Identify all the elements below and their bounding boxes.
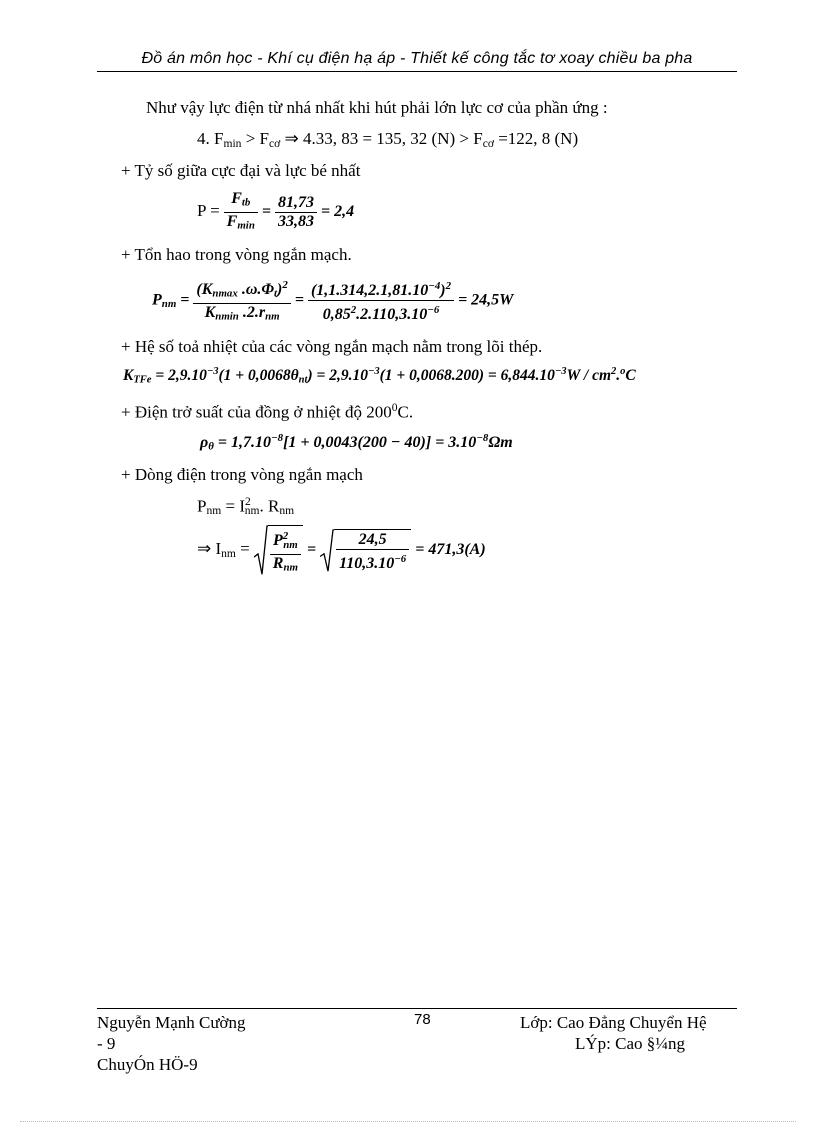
footer-class: Lớp: Cao Đẳng Chuyển Hệ (520, 1013, 707, 1032)
text-line-6: + Điện trở suất của đồng ở nhiệt độ $200^0C$. (121, 401, 414, 422)
equation-p-ratio: P = $\frac{F_{tb}}{F_{min}}$ = $\frac{81,73}{33,83}$ = 2,4 (197, 190, 355, 232)
sqrt-icon (254, 525, 268, 576)
footer-author-line2: - 9 (97, 1034, 116, 1053)
equation-i-nm: ⇒ $I_{nm}$ = $\frac{P^2_{nm}}{R_{nm}}$ = $\frac{24,5}{110,3.10^{-6}}$ = 471,3(A) (197, 525, 486, 576)
text-line-7: + Dòng điện trong vòng ngắn mạch (121, 465, 363, 484)
equation-p-nm-2: $P_{nm} = I^2_{nm}$. $R_{nm}$ (197, 495, 295, 518)
text-line-3: + Tỷ số giữa cực đại và lực bé nhất (121, 161, 361, 180)
page-edge (20, 1121, 796, 1122)
footer-author-line3: ChuyÓn HÖ-9 (97, 1055, 198, 1074)
page-number: 78 (414, 1011, 431, 1028)
equation-k-tfe: $K_{TFe} = 2,9.10^{-3}(1 + 0,0068\theta_{nt}) = 2,9.10^{-3}(1 + 0,0068.200) = 6,844.10^{-3}W / cm^2.^oC$ (123, 366, 636, 386)
header-title: Đồ án môn học - Khí cụ điện hạ áp - Thiết kế công tắc tơ xoay chiều ba pha (141, 50, 693, 67)
equation-p-nm: $P_{nm}$ = $\frac{(K_{nmax} .\omega.\Phi_t)^2}{K_{nmin} .2.r_{nm}}$ = $\frac{(1,1.314,2.1,81.10^{-4})^2}{0,85^2.2.110,3.10^{-6}}$ = 24,5W (152, 276, 513, 325)
footer-class-line2: LÝp: Cao §¼ng (575, 1034, 686, 1053)
footer-rule (97, 1008, 737, 1009)
text-line-2: 4. $F_{min} > F_{cơ}$ ⇒ 4.33, 83 = 135, 32 $(N) > F_{cơ} =122$, 8 (N) (197, 129, 579, 150)
header-rule (97, 71, 737, 72)
footer-author: Nguyễn Mạnh Cường (97, 1013, 246, 1032)
text-line-4: + Tổn hao trong vòng ngắn mạch. (121, 245, 352, 264)
text-line-5: + Hệ số toả nhiệt của các vòng ngắn mạch nằm trong lõi thép. (121, 337, 543, 356)
text-line-1: Như vậy lực điện từ nhá nhất khi hút phải lớn lực cơ của phần ứng : (146, 98, 608, 117)
equation-rho: $\rho_\theta = 1,7.10^{-8}[1 + 0,0043(200 - 40)] = 3.10^{-8}\Omega m$ (200, 432, 513, 453)
sqrt-icon (320, 529, 334, 573)
